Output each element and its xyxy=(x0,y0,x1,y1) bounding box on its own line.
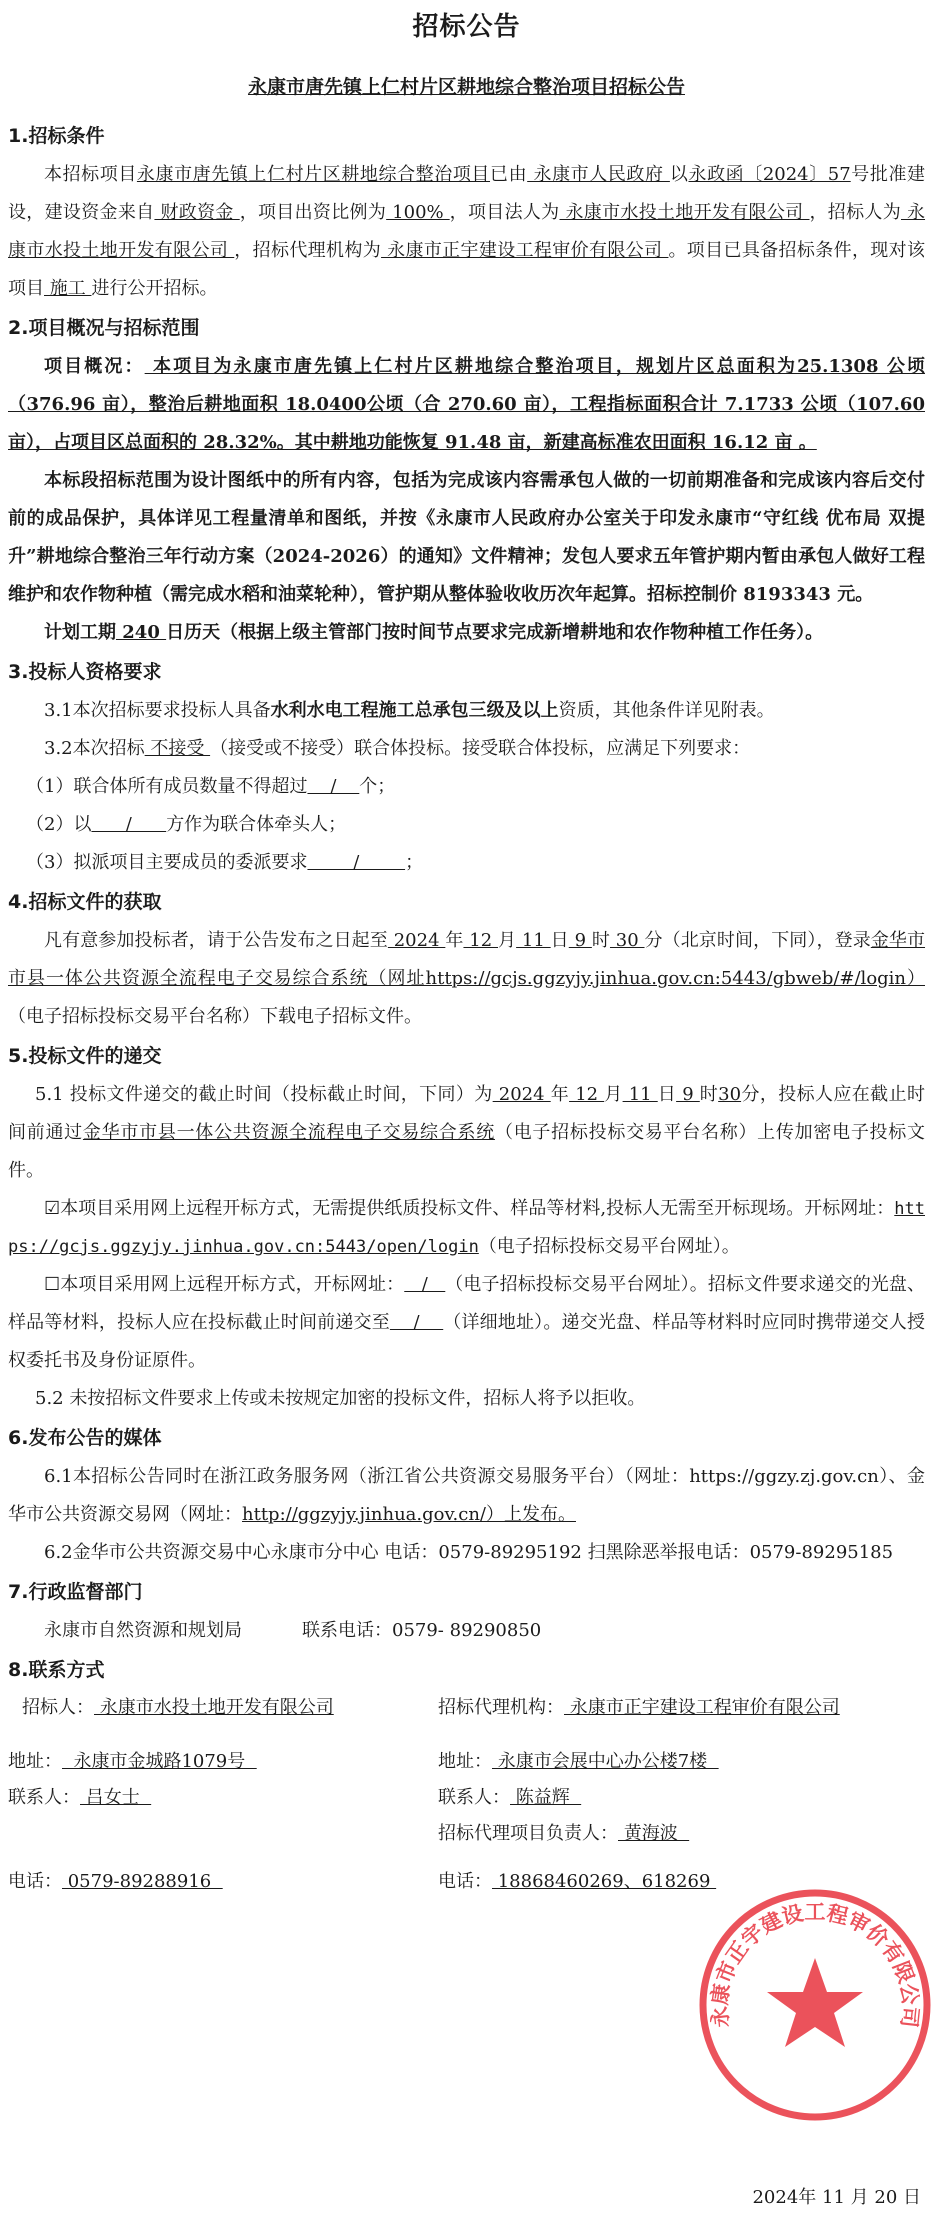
contact-address-right xyxy=(438,1744,925,1780)
s4-month: 12 xyxy=(463,930,498,951)
section-6-p1 xyxy=(8,1458,925,1534)
s3-text: （2）以 xyxy=(26,814,92,835)
s4-text: 时 xyxy=(591,930,610,951)
s5-text: 时 xyxy=(699,1084,719,1105)
s2-overview-text: 本项目为永康市唐先镇上仁村片区耕地综合整治项目，规划片区总面积为25.1308 公顷（376.96 亩），整治后耕地面积 18.0400公顷（合 270.60 亩），工程指标面积合计 7.1733 公顷（107.60亩），占项目区总面积的 28.32%。其中耕地功能恢复 91.48 亩，新建高标准农田面积 16.12 亩 。 xyxy=(8,356,925,453)
s1-agent: 永康市正宇建设工程审价有限公司 xyxy=(381,240,669,261)
s5-month: 12 xyxy=(569,1084,605,1105)
contact-right-value: 陈益辉 xyxy=(510,1787,582,1808)
tenderer-value: 永康市水投土地开发有限公司 xyxy=(94,1697,334,1718)
section-1-heading: 1.招标条件 xyxy=(8,125,105,147)
s4-text: 年 xyxy=(445,930,464,951)
agent-label: 招标代理机构： xyxy=(438,1697,564,1718)
agent-value: 永康市正宇建设工程审价有限公司 xyxy=(564,1697,840,1718)
s3-text: 3.1本次招标要求投标人具备 xyxy=(44,700,271,721)
section-3-r2 xyxy=(8,730,925,768)
s4-day: 11 xyxy=(516,930,551,951)
section-2-scope: 本标段招标范围为设计图纸中的所有内容，包括为完成该内容需承包人做的一切前期准备和完成该内容后交付前的成品保护，具体详见工程量清单和图纸，并按《永康市人民政府办公室关于印发永康市“守红线 优布局 双提升”耕地综合整治三年行动方案（2024-2026）的通知》文件精神；发包人要求五年管护期内暂由承包人做好工程维护和农作物种植（需完成水稻和油菜轮种），管护期从整体验收收历次年起算。招标控制价 8193343 元。 xyxy=(8,470,925,605)
s3-qualification: 水利水电工程施工总承包三级及以上 xyxy=(270,700,559,721)
pm-label: 招标代理项目负责人： xyxy=(438,1823,618,1844)
seal-star-icon xyxy=(767,1958,863,2047)
section-4-body xyxy=(8,922,925,1036)
section-3-r1 xyxy=(8,692,925,730)
s1-text: ，招标人为 xyxy=(809,202,901,223)
tel-label: 电话： xyxy=(438,1871,492,1892)
s5-minute: 30 xyxy=(718,1084,742,1105)
tel-label: 电话： xyxy=(8,1871,62,1892)
s4-year: 2024 xyxy=(387,930,446,951)
s5-hour: 9 xyxy=(676,1084,700,1105)
s5-platform-name: 金华市市县一体公共资源全流程电子交易综合系统 xyxy=(82,1122,495,1143)
tel-right-value: 18868460269、618269 xyxy=(492,1871,717,1892)
pm-value: 黄海波 xyxy=(618,1823,690,1844)
seal-graphic xyxy=(703,1893,927,2117)
s5-year: 2024 xyxy=(492,1084,551,1105)
contact-row-address xyxy=(8,1744,925,1780)
s5-text: 本项目采用网上远程开标方式，无需提供纸质投标文件、样品等材料,投标人无需至开标现场。开标网址： xyxy=(60,1198,895,1219)
s4-hour: 9 xyxy=(568,930,592,951)
contact-person-left xyxy=(8,1780,438,1816)
checked-checkbox-icon: ☑ xyxy=(44,1198,61,1219)
s2-period-days: 240 xyxy=(116,622,167,643)
s1-legal-person: 永康市水投土地开发有限公司 xyxy=(559,202,810,223)
s4-text: 月 xyxy=(498,930,517,951)
contact-tel-left xyxy=(8,1864,438,1900)
s1-tenderer: 永康市水投土地开发有限公司 xyxy=(8,202,926,261)
s1-doc-number: 永政函〔2024〕57 xyxy=(688,164,851,185)
section-7-heading: 7.行政监督部门 xyxy=(8,1581,143,1603)
s3-text: 3.2本次招标 xyxy=(44,738,145,759)
section-3-i1 xyxy=(8,768,925,806)
company-seal-icon xyxy=(690,1880,935,2130)
s3-blank: / xyxy=(307,852,406,873)
s5-text: 年 xyxy=(550,1084,570,1105)
s1-text: 本招标项目 xyxy=(44,164,137,185)
s4-text: （电子招标投标交易平台名称）下载电子招标文件。 xyxy=(8,1006,422,1027)
s1-text: 。项目已具备招标条件，现对该项目 xyxy=(8,240,925,299)
s4-text: 凡有意参加投标者，请于公告发布之日起至 xyxy=(44,930,388,951)
s5-text: 月 xyxy=(604,1084,623,1105)
s5-blank: / xyxy=(389,1312,444,1333)
s1-text: 以 xyxy=(669,164,689,185)
section-5-p1 xyxy=(8,1076,925,1190)
address-right-value: 永康市会展中心办公楼7楼 xyxy=(492,1751,719,1772)
s7-tel-label: 联系电话： xyxy=(302,1620,392,1641)
s3-text: 方作为联合体牵头人； xyxy=(166,814,347,835)
s3-text: 个； xyxy=(359,776,396,797)
s2-overview-label: 项目概况： xyxy=(44,356,145,377)
s5-text: （电子招标投标交易平台网址）。 xyxy=(478,1236,740,1257)
s3-text: ； xyxy=(405,852,424,873)
section-6-heading: 6.发布公告的媒体 xyxy=(8,1427,162,1449)
section-2-overview xyxy=(8,348,925,462)
section-3-i3 xyxy=(8,844,925,882)
document-title: 招标公告 xyxy=(412,12,521,42)
contact-label: 联系人： xyxy=(8,1787,80,1808)
unchecked-checkbox-icon: ☐ xyxy=(44,1274,61,1295)
s1-text: 号批准建设，建设资金来自 xyxy=(8,164,926,223)
section-2-heading: 2.项目概况与招标范围 xyxy=(8,317,200,339)
s4-platform-link[interactable]: 金华市市县一体公共资源全流程电子交易综合系统（网址https://gcjs.ggzyjy.jinhua.gov.cn:5443/gbweb/#/login） xyxy=(8,930,926,989)
s5-text: （电子招标投标交易平台网址）。招标文件要求递交的光盘、样品等材料，投标人应在投标截止时间前递交至 xyxy=(8,1274,926,1333)
s1-text: ，项目法人为 xyxy=(449,202,560,223)
contact-row-org xyxy=(8,1690,925,1726)
document-subtitle xyxy=(8,72,925,102)
s3-text: （接受或不接受）联合体投标。接受联合体投标，应满足下列要求： xyxy=(210,738,751,759)
s6-text: 6.1本招标公告同时在浙江政务服务网（浙江省公共资源交易服务平台）（网址：https://ggzy.zj.gov.cn）、金华市公共资源交易网（网址： xyxy=(8,1466,925,1525)
section-1-body xyxy=(8,156,925,308)
contact-tenderer xyxy=(8,1690,438,1726)
contact-block xyxy=(8,1690,925,1900)
subtitle-text: 永康市唐先镇上仁村片区耕地综合整治项目招标公告 xyxy=(247,76,685,98)
s1-text: ，项目出资比例为 xyxy=(239,202,387,223)
section-3-heading: 3.投标人资格要求 xyxy=(8,661,162,683)
contact-label: 联系人： xyxy=(438,1787,510,1808)
s3-text: 资质，其他条件详见附表。 xyxy=(558,700,775,721)
s5-text: 分，投标人应在截止时间前通过 xyxy=(8,1084,925,1143)
s1-project-name: 永康市唐先镇上仁村片区耕地综合整治项目 xyxy=(136,164,491,185)
tenderer-label: 招标人： xyxy=(22,1697,94,1718)
section-3-i2 xyxy=(8,806,925,844)
s3-blank: / xyxy=(91,814,167,835)
address-label: 地址： xyxy=(438,1751,492,1772)
section-5-p4: 5.2 未按招标文件要求上传或未按规定加密的投标文件，招标人将予以拒收。 xyxy=(35,1388,646,1409)
contact-row-person xyxy=(8,1780,925,1816)
contact-agent xyxy=(438,1690,925,1726)
section-4-heading: 4.招标文件的获取 xyxy=(8,891,162,913)
contact-project-manager xyxy=(438,1816,925,1852)
s1-fund-source: 财政资金 xyxy=(154,202,240,223)
s4-minute: 30 xyxy=(609,930,645,951)
s5-day: 11 xyxy=(622,1084,658,1105)
section-5-heading: 5.投标文件的递交 xyxy=(8,1045,162,1067)
s5-open-url-link[interactable]: https://gcjs.ggzyjy.jinhua.gov.cn:5443/open/login xyxy=(8,1199,925,1257)
contact-row-pm xyxy=(8,1816,925,1852)
s6-jinhua-url-link[interactable]: http://ggzyjy.jinhua.gov.cn/）上发布。 xyxy=(242,1504,576,1525)
s3-text: （1）联合体所有成员数量不得超过 xyxy=(26,776,308,797)
s5-text: 日 xyxy=(657,1084,677,1105)
seal-text-path: 永康市正宇建设工程审价有限公司 xyxy=(706,1899,924,2029)
s1-ratio: 100% xyxy=(386,202,450,223)
s5-text: 本项目采用网上远程开标方式，开标网址： xyxy=(60,1274,405,1295)
s1-mode: 施工 xyxy=(44,278,92,299)
notice-date: 2024年 11 月 20 日 xyxy=(752,2187,921,2208)
section-2-period xyxy=(8,614,925,652)
s5-blank: / xyxy=(404,1274,446,1295)
section-6-p2: 6.2金华市公共资源交易中心永康市分中心 电话：0579-89295192 扫黑除恶举报电话：0579-89295185 xyxy=(44,1542,894,1563)
s4-text: 分（北京时间，下同），登录 xyxy=(644,930,871,951)
s5-text: 5.1 投标文件递交的截止时间（投标截止时间，下同）为 xyxy=(35,1084,493,1105)
section-5-p2 xyxy=(8,1190,925,1266)
s3-blank: / xyxy=(307,776,360,797)
section-7-body xyxy=(8,1612,925,1650)
s2-text: 日历天（根据上级主管部门按时间节点要求完成新增耕地和农作物种植工作任务）。 xyxy=(166,622,824,643)
s4-text: 日 xyxy=(550,930,569,951)
section-5-p3 xyxy=(8,1266,925,1380)
s1-text: 进行公开招标。 xyxy=(91,278,218,299)
contact-address-left xyxy=(8,1744,438,1780)
tel-left-value: 0579-89288916 xyxy=(62,1871,223,1892)
s1-text: 已由 xyxy=(490,164,528,185)
s7-tel: 0579- 89290850 xyxy=(392,1620,542,1641)
s3-text: （3）拟派项目主要成员的委派要求 xyxy=(26,852,308,873)
s1-approver: 永康市人民政府 xyxy=(527,164,670,185)
address-left-value: 永康市金城路1079号 xyxy=(62,1751,257,1772)
contact-left-value: 吕女士 xyxy=(80,1787,152,1808)
section-8-heading: 8.联系方式 xyxy=(8,1659,105,1681)
s7-department: 永康市自然资源和规划局 xyxy=(44,1620,242,1641)
address-label: 地址： xyxy=(8,1751,62,1772)
contact-person-right xyxy=(438,1780,925,1816)
s5-text: （电子招标投标交易平台名称）上传加密电子投标文件。 xyxy=(8,1122,926,1181)
s3-consortium-value: 不接受 xyxy=(144,738,211,759)
s5-text: （详细地址）。递交光盘、样品等材料时应同时携带递交人授权委托书及身份证原件。 xyxy=(8,1312,926,1371)
s1-text: ，招标代理机构为 xyxy=(234,240,382,261)
s2-text: 计划工期 xyxy=(44,622,116,643)
